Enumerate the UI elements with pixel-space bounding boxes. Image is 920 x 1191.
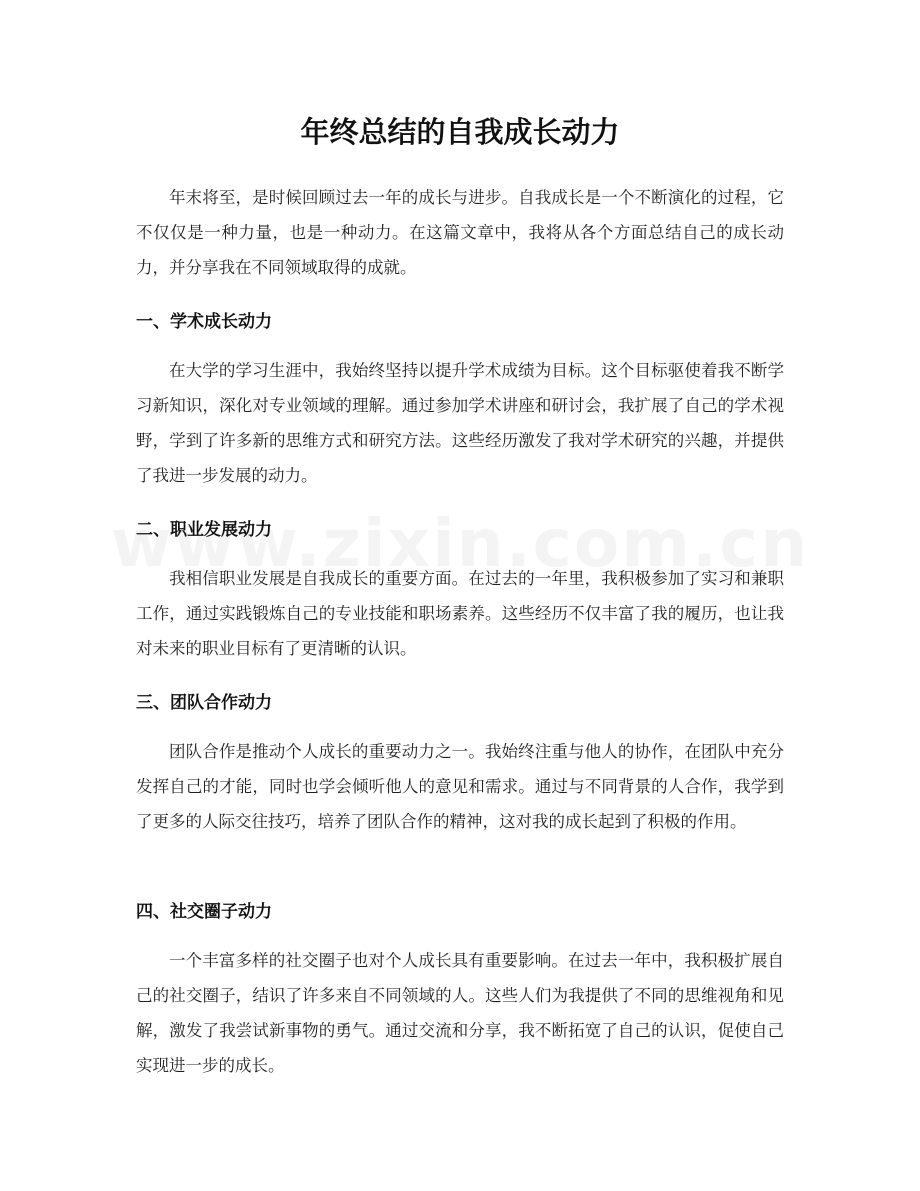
page-title: 年终总结的自我成长动力 xyxy=(300,115,620,149)
section-body-teamwork: 团队合作是推动个人成长的重要动力之一。我始终注重与他人的协作，在团队中充分发挥自己的才能，同时也学会倾听他人的意见和需求。通过与不同背景的人合作，我学到了更多的人际交往技巧，培养了团队合作的精神，这对我的成长起到了积极的作用。 xyxy=(136,742,784,831)
section-heading-social: 四、社交圈子动力 xyxy=(136,902,272,922)
section-heading-career: 二、职业发展动力 xyxy=(136,520,272,540)
section-heading-academic: 一、学术成长动力 xyxy=(136,312,272,332)
section-body-career: 我相信职业发展是自我成长的重要方面。在过去的一年里，我积极参加了实习和兼职工作，通过实践锻炼自己的专业技能和职场素养。这些经历不仅丰富了我的履历，也让我对未来的职业目标有了更清晰的认识。 xyxy=(136,569,784,658)
section-body-academic: 在大学的学习生涯中，我始终坚持以提升学术成绩为目标。这个目标驱使着我不断学习新知识，深化对专业领域的理解。通过参加学术讲座和研讨会，我扩展了自己的学术视野，学到了许多新的思维方式和研究方法。这些经历激发了我对学术研究的兴趣，并提供了我进一步发展的动力。 xyxy=(136,361,784,485)
section-body-social: 一个丰富多样的社交圈子也对个人成长具有重要影响。在过去一年中，我积极扩展自己的社交圈子，结识了许多来自不同领域的人。这些人们为我提供了不同的思维视角和见解，激发了我尝试新事物的勇气。通过交流和分享，我不断拓宽了自己的认识，促使自己实现进一步的成长。 xyxy=(136,951,784,1075)
section-heading-teamwork: 三、团队合作动力 xyxy=(136,693,272,713)
intro-paragraph: 年末将至，是时候回顾过去一年的成长与进步。自我成长是一个不断演化的过程，它不仅仅是一种力量，也是一种动力。在这篇文章中，我将从各个方面总结自己的成长动力，并分享我在不同领域取得的成就。 xyxy=(136,188,784,277)
